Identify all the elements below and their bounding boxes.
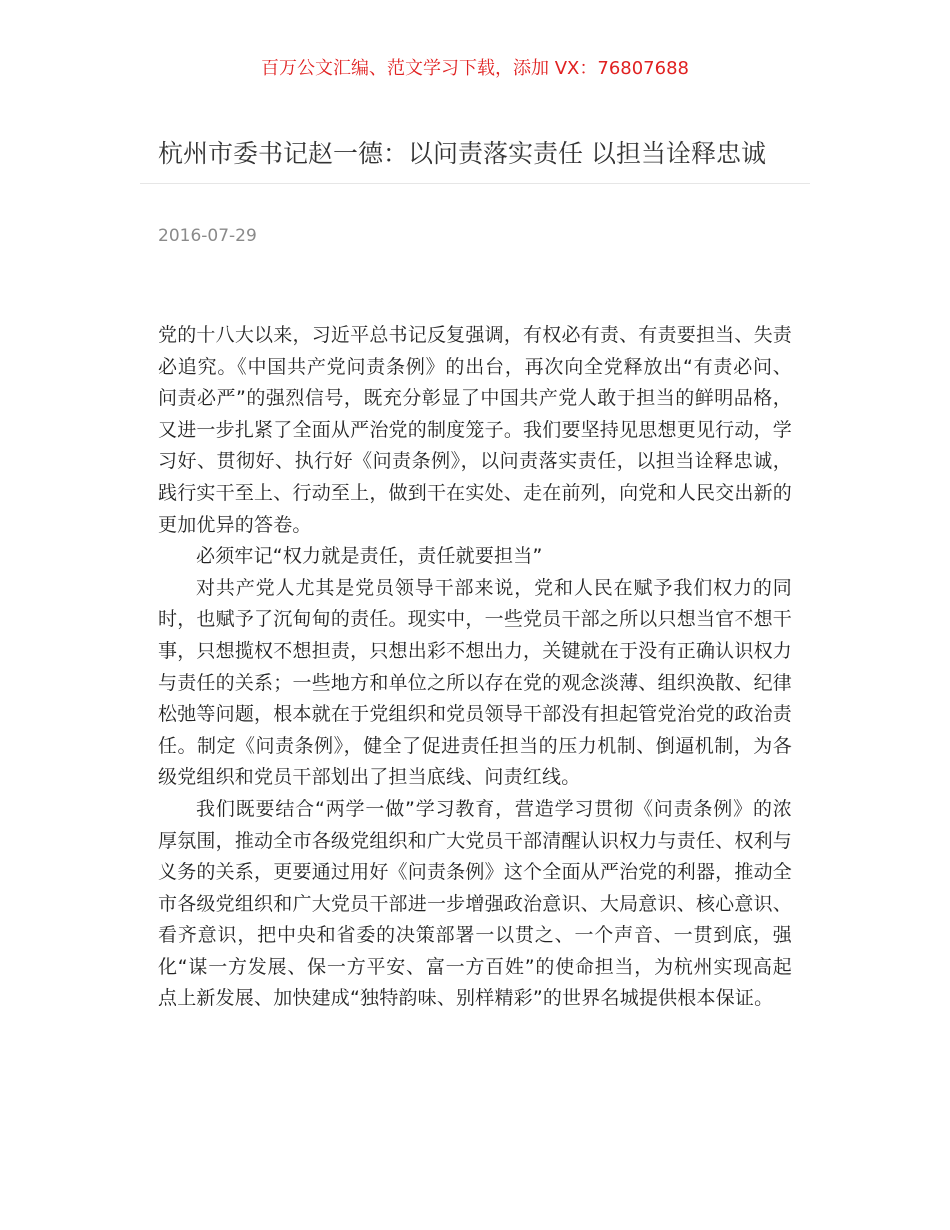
section-heading: 必须牢记“权力就是责任，责任就要担当” (196, 545, 543, 568)
paragraph: 对共产党人尤其是党员领导干部来说，党和人民在赋予我们权力的同时，也赋予了沉甸甸的责任。现实中，一些党员干部之所以只想当官不想干事，只想揽权不想担责，只想出彩不想出力，关键就在于没有正确认识权力与责任的关系；一些地方和单位之所以存在党的观念淡薄、组织涣散、纪律松弛等问题，根本就在于党组织和党员领导干部没有担起管党治党的政治责任。制定《问责条例》，健全了促进责任担当的压力机制、倒逼机制，为各级党组织和党员干部划出了担当底线、问责红线。 (158, 576, 792, 789)
article-title: 杭州市委书记赵一德：以问责落实责任 以担当诠释忠诚 (140, 136, 810, 184)
paragraph: 我们既要结合“两学一做”学习教育，营造学习贯彻《问责条例》的浓厚氛围，推动全市各级党组织和广大党员干部清醒认识权力与责任、权利与义务的关系，更要通过用好《问责条例》这个全面从严治党的利器，推动全市各级党组织和广大党员干部进一步增强政治意识、大局意识、核心意识、看齐意识，把中央和省委的决策部署一以贯之、一个声音、一贯到底，强化“谋一方发展、保一方平安、富一方百姓”的使命担当，为杭州实现高起点上新发展、加快建成“独特韵味、别样精彩”的世界名城提供根本保证。 (158, 797, 792, 1010)
publish-date: 2016-07-29 (158, 226, 257, 246)
watermark-banner: 百万公文汇编、范文学习下载，添加 VX：76807688 (261, 58, 689, 79)
article-body (158, 320, 792, 1015)
article (140, 136, 810, 1015)
paragraph-intro: 党的十八大以来，习近平总书记反复强调，有权必有责、有责要担当、失责必追究。《中国共产党问责条例》的出台，再次向全党释放出“有责必问、问责必严”的强烈信号，既充分彰显了中国共产党人敢于担当的鲜明品格，又进一步扎紧了全面从严治党的制度笼子。我们要坚持见思想更见行动，学习好、贯彻好、执行好《问责条例》，以问责落实责任，以担当诠释忠诚，践行实干至上、行动至上，做到干在实处、走在前列，向党和人民交出新的更加优异的答卷。 (158, 324, 792, 536)
